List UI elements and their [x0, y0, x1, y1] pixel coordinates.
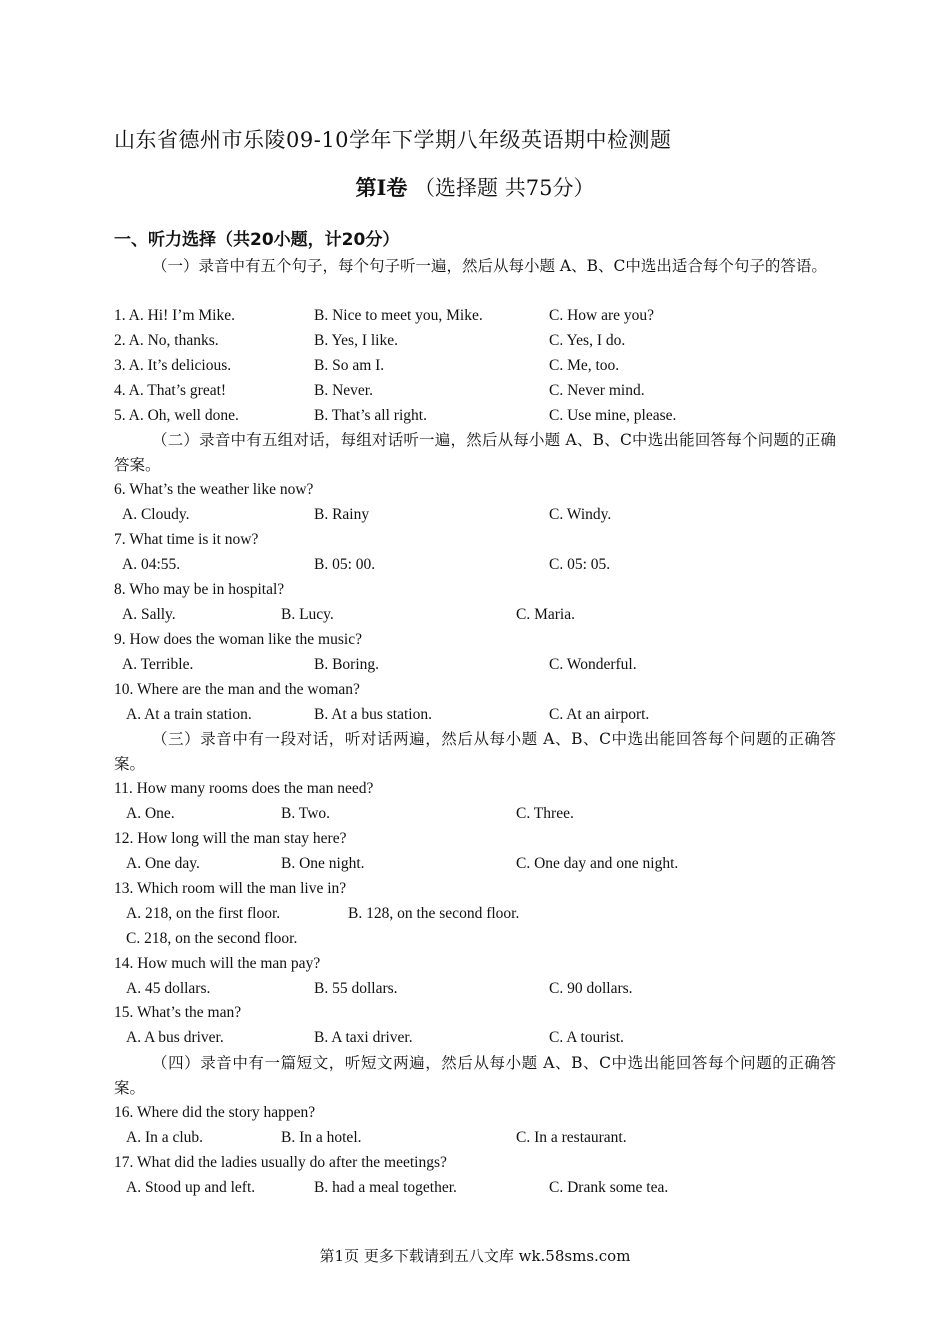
option-a: A. A bus driver.: [126, 1029, 224, 1046]
option-b: B. In a hotel.: [281, 1129, 362, 1146]
option-c: C. In a restaurant.: [516, 1129, 627, 1146]
option-b: B. So am I.: [314, 357, 385, 374]
option-c: C. Maria.: [516, 606, 575, 623]
option-c: C. Three.: [516, 805, 574, 822]
section-heading: 一、听力选择（共20小题，计20分）: [114, 230, 400, 250]
option-c: C. Use mine, please.: [549, 407, 677, 424]
question: 6. What’s the weather like now?: [114, 481, 314, 498]
option-b: B. Yes, I like.: [314, 332, 398, 349]
question: 7. What time is it now?: [114, 531, 259, 548]
page-footer: 第1页 更多下载请到五八文库 wk.58sms.com: [319, 1247, 631, 1265]
option-b: B. Rainy: [314, 506, 370, 523]
question: 9. How does the woman like the music?: [114, 631, 362, 648]
option-c: C. At an airport.: [549, 706, 650, 723]
option-a: A. Cloudy.: [122, 506, 190, 523]
option-b: B. One night.: [281, 855, 365, 872]
question: 8. Who may be in hospital?: [114, 581, 285, 598]
option-b: B. Never.: [314, 382, 373, 399]
option-a: 3. A. It’s delicious.: [114, 357, 232, 374]
option-b: B. A taxi driver.: [314, 1029, 413, 1046]
option-c: C. Me, too.: [549, 357, 620, 374]
option-c: C. Drank some tea.: [549, 1179, 669, 1196]
option-c: C. One day and one night.: [516, 855, 679, 872]
option-b: B. had a meal together.: [314, 1179, 457, 1196]
option-c: C. 05: 05.: [549, 556, 611, 573]
instruction-part-three: （三）录音中有一段对话，听对话两遍，然后从每小题 A、B、C中选出能回答每个问题的正确答案。: [114, 730, 836, 773]
question: 13. Which room will the man live in?: [114, 880, 347, 897]
option-a: A. One day.: [126, 855, 200, 872]
question: 15. What’s the man?: [114, 1004, 242, 1021]
option-b: B. Two.: [281, 805, 331, 822]
option-c: C. Wonderful.: [549, 656, 637, 673]
option-b: B. 55 dollars.: [314, 980, 398, 997]
option-a: A. Terrible.: [122, 656, 194, 673]
option-a: A. 218, on the first floor.: [126, 905, 281, 922]
option-c: C. Windy.: [549, 506, 612, 523]
option-a: A. One.: [126, 805, 175, 822]
option-b: B. 128, on the second floor.: [348, 905, 520, 922]
option-a: A. Stood up and left.: [126, 1179, 256, 1196]
option-a: 1. A. Hi! I’m Mike.: [114, 307, 235, 324]
question: 14. How much will the man pay?: [114, 955, 321, 972]
option-a: 5. A. Oh, well done.: [114, 407, 239, 424]
option-a: A. In a club.: [126, 1129, 204, 1146]
option-c: C. 218, on the second floor.: [126, 930, 298, 947]
part-note: （选择题 共75分）: [414, 176, 595, 200]
document-title: 山东省德州市乐陵09-10学年下学期八年级英语期中检测题: [114, 128, 672, 152]
option-c: C. Yes, I do.: [549, 332, 626, 349]
question: 11. How many rooms does the man need?: [114, 780, 374, 797]
option-b: B. That’s all right.: [314, 407, 427, 424]
option-b: B. Boring.: [314, 656, 380, 673]
option-a: A. 45 dollars.: [126, 980, 211, 997]
option-c: C. A tourist.: [549, 1029, 624, 1046]
question: 12. How long will the man stay here?: [114, 830, 347, 847]
option-a: 2. A. No, thanks.: [114, 332, 219, 349]
option-a: A. At a train station.: [126, 706, 252, 723]
part-heading: [0, 172, 950, 202]
option-a: A. Sally.: [122, 606, 176, 623]
option-b: B. 05: 00.: [314, 556, 376, 573]
question: 17. What did the ladies usually do after the meetings?: [114, 1154, 447, 1171]
question: 16. Where did the story happen?: [114, 1104, 316, 1121]
question: 10. Where are the man and the woman?: [114, 681, 360, 698]
instruction-part-two: （二）录音中有五组对话，每组对话听一遍，然后从每小题 A、B、C中选出能回答每个问题的正确答案。: [114, 431, 836, 474]
option-a: 4. A. That’s great!: [114, 382, 227, 399]
option-a: A. 04:55.: [122, 556, 181, 573]
instruction-part-four: （四）录音中有一篇短文，听短文两遍，然后从每小题 A、B、C中选出能回答每个问题的正确答案。: [114, 1054, 836, 1097]
option-c: C. 90 dollars.: [549, 980, 633, 997]
option-b: B. Nice to meet you, Mike.: [314, 307, 483, 324]
option-c: C. How are you?: [549, 307, 655, 324]
option-b: B. Lucy.: [281, 606, 334, 623]
instruction-part-one: （一）录音中有五个句子，每个句子听一遍，然后从每小题 A、B、C中选出适合每个句子的答语。: [152, 257, 827, 275]
option-c: C. Never mind.: [549, 382, 645, 399]
option-b: B. At a bus station.: [314, 706, 432, 723]
part-label: 第Ⅰ卷: [355, 175, 408, 200]
